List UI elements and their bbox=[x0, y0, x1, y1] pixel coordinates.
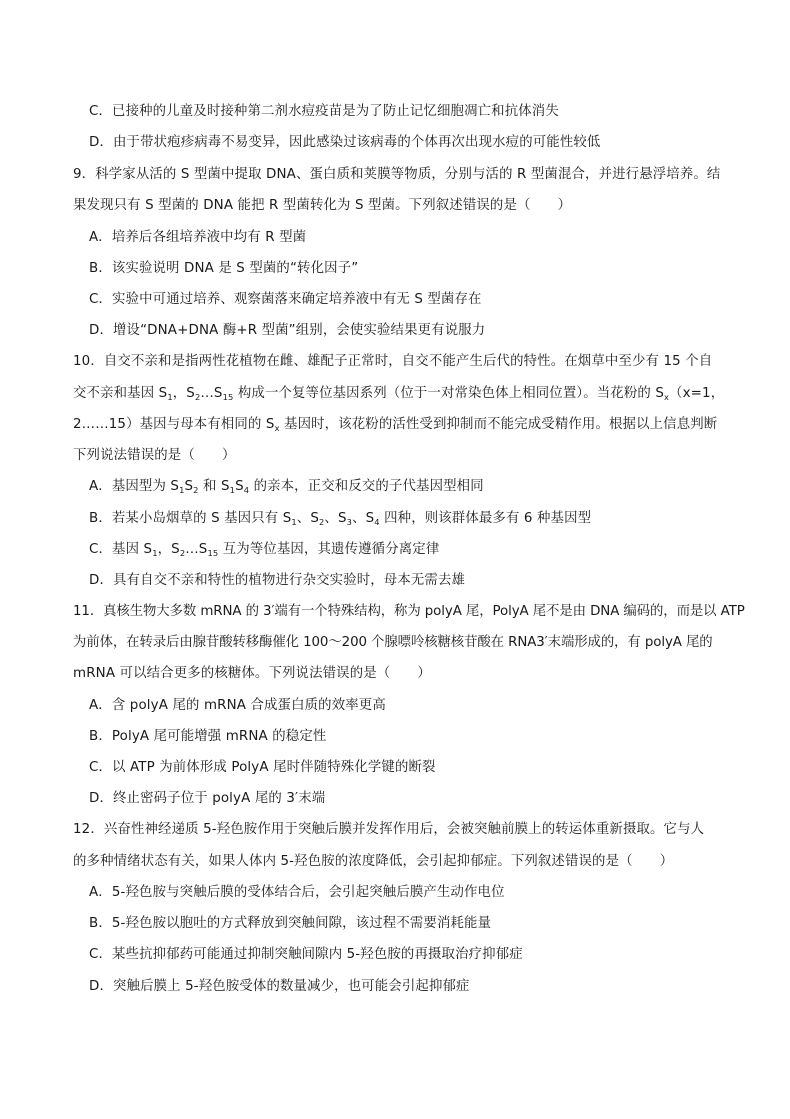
q10-stem-line-4: 下列说法错误的是（ ） bbox=[73, 448, 236, 463]
q12-stem-line-1: 12．兴奋性神经递质 5-羟色胺作用于突触后膜并发挥作用后，会被突触前膜上的转运体重新摄取。它与人 bbox=[73, 822, 705, 837]
q9-option-c: C．实验中可通过培养、观察菌落来确定培养液中有无 S 型菌存在 bbox=[89, 292, 482, 307]
q10-stem-line-1: 10．自交不亲和是指两性花植物在雌、雄配子正常时，自交不能产生后代的特性。在烟草中至少有 15 个自 bbox=[73, 354, 713, 369]
q10-option-c: C．基因 $S_1$，$S_2\dots S_{15}$ 互为等位基因，其遗传遵循分离定律 bbox=[89, 542, 440, 558]
q11-stem-line-2: 为前体，在转录后由腺苷酸转移酶催化 100～200 个腺嘌呤核糖核苷酸在 RNA3′末端形成的，有 polyA 尾的 bbox=[73, 635, 713, 650]
q12-option-a: A．5-羟色胺与突触后膜的受体结合后，会引起突触后膜产生动作电位 bbox=[89, 885, 505, 900]
q11-option-a: A．含 polyA 尾的 mRNA 合成蛋白质的效率更高 bbox=[89, 698, 386, 713]
q9-option-a: A．培养后各组培养液中均有 R 型菌 bbox=[89, 230, 307, 245]
q10-option-d: D．具有自交不亲和特性的植物进行杂交实验时，母本无需去雄 bbox=[89, 573, 466, 588]
q9-stem-line-2: 果发现只有 S 型菌的 DNA 能把 R 型菌转化为 S 型菌。下列叙述错误的是（ ） bbox=[73, 198, 572, 213]
q11-stem-line-1: 11．真核生物大多数 mRNA 的 3′端有一个特殊结构，称为 polyA 尾，PolyA 尾不是由 DNA 编码的，而是以 ATP bbox=[73, 604, 745, 619]
q10-option-b: B．若某小岛烟草的 S 基因只有 $S_1$、$S_2$、$S_3$、$S_4$ 四种，则该群体最多有 6 种基因型 bbox=[89, 511, 592, 527]
q8-option-c: C．已接种的儿童及时接种第二剂水痘疫苗是为了防止记忆细胞凋亡和抗体消失 bbox=[89, 104, 559, 119]
q9-stem-line-1: 9．科学家从活的 S 型菌中提取 DNA、蛋白质和荚膜等物质，分别与活的 R 型菌混合，并进行悬浮培养。结 bbox=[73, 167, 721, 182]
q8-option-d: D．由于带状疱疹病毒不易变异，因此感染过该病毒的个体再次出现水痘的可能性较低 bbox=[89, 135, 601, 150]
q11-stem-line-3: mRNA 可以结合更多的核糖体。下列说法错误的是（ ） bbox=[73, 666, 431, 681]
q11-option-d: D．终止密码子位于 polyA 尾的 3′末端 bbox=[89, 791, 326, 806]
q12-stem-line-2: 的多种情绪状态有关，如果人体内 5-羟色胺的浓度降低，会引起抑郁症。下列叙述错误的是（ ） bbox=[73, 854, 674, 869]
q12-option-c: C．某些抗抑郁药可能通过抑制突触间隙内 5-羟色胺的再摄取治疗抑郁症 bbox=[89, 947, 523, 962]
q9-option-b: B．该实验说明 DNA 是 S 型菌的“转化因子” bbox=[89, 261, 359, 276]
q10-stem-line-2: 交不亲和基因 $S_1$，$S_2\dots S_{15}$ 构成一个复等位基因系列（位于一对常染色体上相同位置）。当花粉的 $S_x(x=1$， bbox=[73, 386, 725, 402]
q10-stem-line-3: 2……15）基因与母本有相同的 $S_x$ 基因时，该花粉的活性受到抑制而不能完成受精作用。根据以上信息判断 bbox=[73, 417, 718, 433]
q12-option-d: D．突触后膜上 5-羟色胺受体的数量减少，也可能会引起抑郁症 bbox=[89, 979, 470, 994]
q11-option-b: B．PolyA 尾可能增强 mRNA 的稳定性 bbox=[89, 729, 327, 744]
q9-option-d: D．增设“DNA+DNA 酶+R 型菌”组别，会使实验结果更有说服力 bbox=[89, 323, 486, 338]
q12-option-b: B．5-羟色胺以胞吐的方式释放到突触间隙，该过程不需要消耗能量 bbox=[89, 916, 492, 931]
q11-option-c: C．以 ATP 为前体形成 PolyA 尾时伴随特殊化学键的断裂 bbox=[89, 760, 436, 775]
q10-option-a: A．基因型为 $S_1S_2$ 和 $S_1S_4$ 的亲本，正交和反交的子代基因型相同 bbox=[89, 479, 484, 495]
